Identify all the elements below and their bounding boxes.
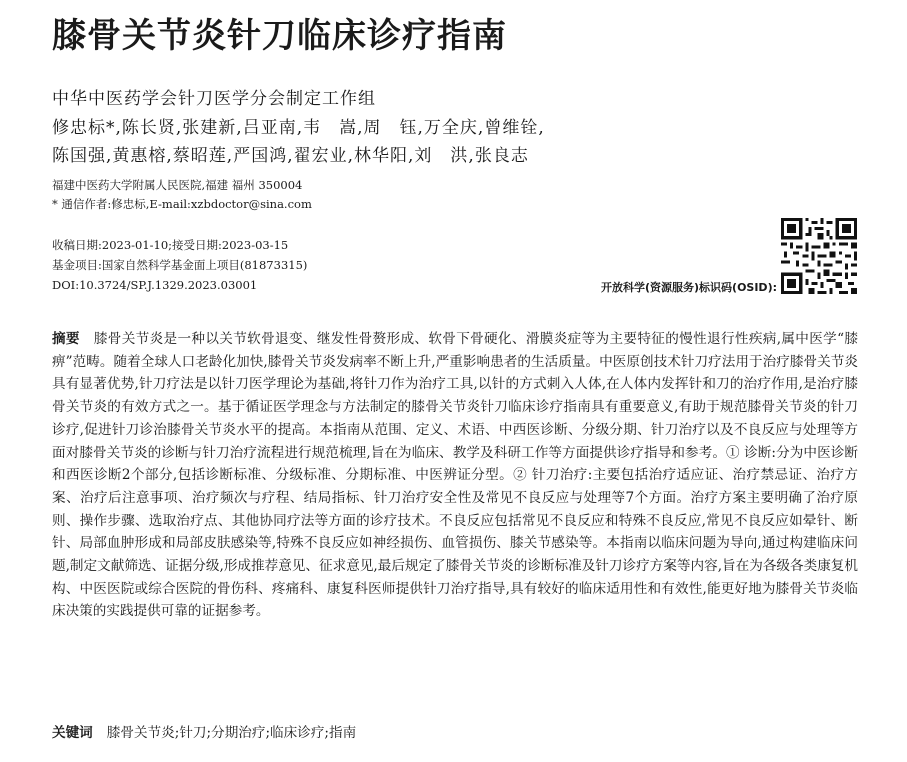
fund-info: 基金项目:国家自然科学基金面上项目(81873315) (52, 258, 308, 272)
author-list (52, 114, 672, 170)
keywords-label: 关键词 (52, 725, 93, 741)
organization: 中华中医药学会针刀医学分会制定工作组 (52, 89, 376, 109)
author-line: 修忠标*,陈长贤,张建新,吕亚南,韦 嵩,周 钰,万全庆,曾维铨, (52, 118, 545, 138)
keywords-text: 膝骨关节炎;针刀;分期治疗;临床诊疗;指南 (106, 725, 357, 741)
affiliation: 福建中医药大学附属人民医院,福建 福州 350004 (52, 178, 303, 192)
article-title: 膝骨关节炎针刀临床诊疗指南 (52, 16, 507, 56)
abstract-text: 膝骨关节炎是一种以关节软骨退变、继发性骨赘形成、软骨下骨硬化、滑膜炎症等为主要特征的慢性退行性疾病,属中医学“膝痹”范畴。随着全球人口老龄化加快,膝骨关节炎发病率不断上升,严重影响患者的生活质量。中医原创技术针刀疗法用于治疗膝骨关节炎具有显著优势,针刀疗法是以针刀医学理论为基础,将针刀作为治疗工具,以针的方式刺入人体,在人体内发挥针和刀的治疗作用,是治疗膝骨关节炎的有效方式之一。基于循证医学理念与方法制定的膝骨关节炎针刀临床诊疗指南具有重要意义,有助于规范膝骨关节炎的针刀诊疗,促进针刀诊治膝骨关节炎水平的提高。本指南从范围、定义、术语、中西医诊断、分级分期、针刀治疗以及不良反应与处理等方面对膝骨关节炎的诊断与针刀治疗流程进行规范梳理,旨在为临床、教学及科研工作等方面提供诊疗指导和参考。① 诊断:分为中医诊断和西医诊断2个部分,包括诊断标准、分级标准、分期标准、中医辨证分型。② 针刀治疗:主要包括治疗适应证、治疗禁忌证、治疗方案、治疗后注意事项、治疗频次与疗程、结局指标、针刀治疗安全性及常见不良反应与处理等7个方面。治疗方案主要明确了治疗原则、操作步骤、选取治疗点、其他协同疗法等方面的诊疗技术。不良反应包括常见不良反应和特殊不良反应,常见不良反应如晕针、断针、局部血肿形成和局部皮肤感染等,特殊不良反应如神经损伤、血管损伤、膝关节感染等。本指南以临床问题为导向,通过构建临床问题,制定文献筛选、证据分级,形成推荐意见、征求意见,最后规定了膝骨关节炎的诊断标准及针刀诊疗方案等内容,旨在为各级各类康复机构、中医医院或综合医院的骨伤科、疼痛科、康复科医师提供针刀治疗指导,具有较好的临床适用性和有效性,能更好地为膝骨关节炎临床决策的实践提供可靠的证据参考。 (52, 331, 858, 620)
qr-code-icon (781, 218, 857, 294)
doi: DOI:10.3724/SP.J.1329.2023.03001 (52, 278, 258, 292)
keywords (52, 722, 356, 744)
osid-label: 开放科学(资源服务)标识码(OSID): (600, 281, 777, 294)
abstract (52, 328, 858, 623)
abstract-label: 摘要 (52, 331, 80, 347)
corresponding-author: * 通信作者:修忠标,E-mail:xzbdoctor@sina.com (52, 197, 312, 211)
author-line: 陈国强,黄惠榕,蔡昭莲,严国鸿,翟宏业,林华阳,刘 洪,张良志 (52, 146, 529, 166)
received-dates: 收稿日期:2023-01-10;接受日期:2023-03-15 (52, 238, 289, 252)
